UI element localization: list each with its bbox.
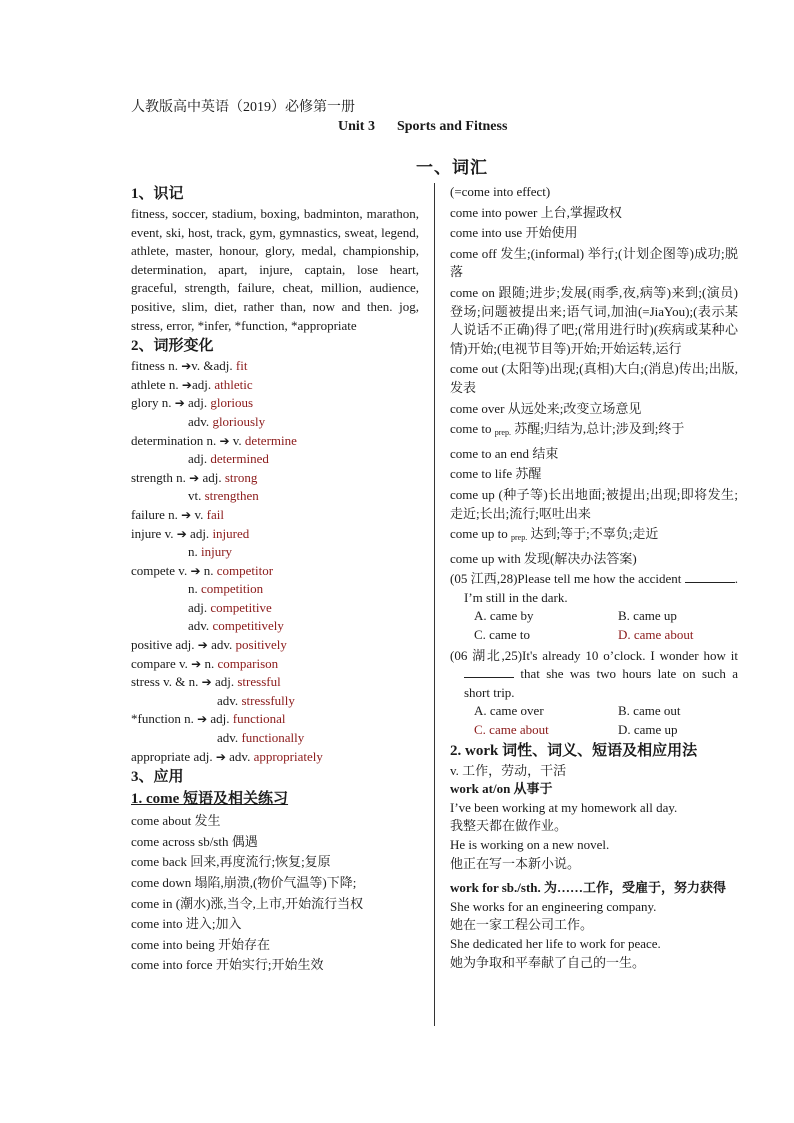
word-form-row: n. competition [188, 581, 264, 597]
phrase-item: come in (潮水)涨,当令,上市,开始流行当权 [131, 895, 364, 911]
unit-name: Sports and Fitness [396, 119, 508, 134]
example-en: He is working on a new novel. [450, 837, 610, 852]
word-form-row: fitness n. ➔v. &adj. fit [131, 358, 248, 374]
arrow-icon: ➔ [181, 359, 192, 374]
word-form-row: determination n. ➔ v. determine [131, 432, 297, 448]
phrase-item: come up to $_{prep.}$ 达到;等于;不辜负;走近 [450, 526, 659, 543]
arrow-icon: ➔ [176, 526, 187, 541]
vocab-list: fitness, soccer, stadium, boxing, badminton, marathon, event, ski, host, track, gym, gymnastics, sweat, legend, athlete, master, honour, glory, medal, championship, determination, apart, injure, captain, lose heart, graceful, strength, failure, cheat, million, audience, positive, slim, diet, rather than, now and then. jog, stress, error, *infer, *function, *appropriate [131, 206, 419, 333]
arrow-icon: ➔ [215, 749, 226, 764]
section-2-title: 2、词形变化 [131, 338, 214, 355]
arrow-icon: ➔ [189, 470, 200, 485]
example-en: She dedicated her life to work for peace. [450, 935, 661, 951]
phrase-item: come into 进入;加入 [131, 916, 242, 932]
word-form-row: adj. competitive [188, 599, 272, 615]
word-form-row: adv. functionally [217, 730, 305, 746]
word-form-row: injure v. ➔ adj. injured [131, 525, 250, 541]
word-form-row: failure n. ➔ v. fail [131, 506, 224, 522]
phrase-item: come down 塌陷,崩溃,(物价气温等)下降; [131, 875, 357, 890]
word-form-row: positive adj. ➔ adv. positively [131, 637, 287, 653]
section-3-title: 3、应用 [131, 769, 184, 786]
arrow-icon: ➔ [190, 563, 201, 578]
phrase-item: come into power 上台,掌握政权 [450, 204, 622, 220]
example-cn: 他正在写一本新小说。 [450, 855, 581, 871]
word-form-row: appropriate adj. ➔ adv. appropriately [131, 748, 323, 764]
option-answer: D. came about [618, 627, 694, 643]
work-section-title: 2. work 词性、词义、短语及相应用法 [450, 742, 698, 759]
phrase-item: come into force 开始实行;开始生效 [131, 957, 324, 973]
option: B. came up [618, 608, 677, 624]
word-form-row: athlete n. ➔adj. athletic [131, 376, 253, 392]
left-column [131, 183, 419, 977]
arrow-icon: ➔ [197, 638, 208, 653]
word-form-row: adj. determined [188, 451, 269, 467]
word-form-row: n. injury [188, 544, 233, 560]
word-form-row: *function n. ➔ adj. functional [131, 711, 286, 727]
unit-number: Unit 3 [338, 119, 375, 134]
example-en: She works for an engineering company. [450, 898, 657, 914]
phrase-item: come across sb/sth 偶遇 [131, 833, 258, 849]
phrase-item: come into being 开始存在 [131, 936, 271, 952]
arrow-icon: ➔ [197, 712, 208, 727]
example-en: I’ve been working at my homework all day. [450, 799, 678, 815]
work-at-on-title: work at/on 从事于 [450, 781, 553, 797]
phrase-item: come up with 发现(解决办法答案) [450, 550, 637, 566]
example-cn: 她在一家工程公司工作。 [450, 917, 594, 933]
phrase-item: come out (太阳等)出现;(真相)大白;(消息)传出;出版,发表 [450, 361, 739, 395]
arrow-icon: ➔ [181, 377, 192, 392]
option: B. came out [618, 703, 681, 719]
word-form-row: adv. stressfully [217, 692, 295, 708]
arrow-icon: ➔ [174, 396, 185, 411]
phrase-item: come up (种子等)长出地面;被提出;出现;即将发生;走近;长出;流行;呕吐出来 [450, 486, 739, 521]
come-phrases-title: 1. come 短语及相关练习 [131, 791, 289, 808]
word-form-row: compare v. ➔ n. comparison [131, 655, 279, 671]
word-form-row: vt. strengthen [188, 488, 259, 504]
phrase-item: come to $_{prep.}$ 苏醒;归结为,总计;涉及到;终于 [450, 421, 685, 438]
section-1-title: 1、识记 [131, 186, 184, 202]
arrow-icon: ➔ [201, 675, 212, 690]
work-definition: v. 工作，劳动，干活 [450, 762, 567, 778]
option: A. came by [474, 608, 534, 624]
unit-title [338, 119, 507, 135]
option-answer: C. came about [474, 722, 549, 738]
option: D. came up [618, 722, 678, 738]
phrase-item: come to life 苏醒 [450, 466, 542, 482]
answer-blank [464, 665, 514, 678]
example-cn: 我整天都在做作业。 [450, 818, 568, 834]
arrow-icon: ➔ [191, 656, 202, 671]
exercise-2: (06 湖北,25)It's already 10 o’clock. I wonder how it that she was two hours late on such a short trip. [450, 647, 738, 700]
word-form-row: compete v. ➔ n. competitor [131, 562, 274, 578]
book-title: 人教版高中英语（2019）必修第一册 [131, 100, 355, 115]
work-for-title: work for sb./sth. 为……工作，受雇于，努力获得 [450, 880, 727, 896]
column-divider [434, 183, 435, 1026]
section-title: 一、词汇 [416, 158, 488, 177]
right-column [450, 183, 738, 972]
arrow-icon: ➔ [219, 433, 230, 448]
phrase-item: come into use 开始使用 [450, 225, 578, 241]
word-form-row: glory n. ➔ adj. glorious [131, 395, 254, 411]
answer-blank [685, 570, 735, 583]
word-form-row: stress v. & n. ➔ adj. stressful [131, 674, 281, 690]
word-form-row: strength n. ➔ adj. strong [131, 469, 258, 485]
phrase-item: come on 跟随;进步;发展(雨季,夜,病等)来到;(演员)登场;问题被提出来;语气词,加油(=JiaYou);(表示某人说话不正确)得了吧;(常用进行时)(疾病或某种心情)开始;(电视节目等)开始;开始运转,运行 [450, 284, 739, 356]
phrase-item: come back 回来,再度流行;恢复;复原 [131, 854, 331, 870]
exercise-2-options [450, 702, 738, 739]
arrow-icon: ➔ [181, 507, 192, 522]
exercise-1: (05 江西,28)Please tell me how the accident . I’m still in the dark. [450, 571, 738, 605]
word-form-row: adv. gloriously [188, 413, 266, 429]
option: A. came over [474, 703, 544, 719]
option: C. came to [474, 627, 530, 643]
word-form-row: adv. competitively [188, 618, 284, 634]
phrase-item: come over 从远处来;改变立场意见 [450, 400, 642, 416]
exercise-1-options [450, 607, 738, 644]
phrase-continuation: (=come into effect) [450, 184, 551, 199]
phrase-list [131, 812, 419, 975]
phrase-item: come about 发生 [131, 813, 221, 829]
example-cn: 她为争取和平奉献了自己的一生。 [450, 954, 646, 970]
phrase-item: come off 发生;(informal) 举行;(计划企图等)成功;脱落 [450, 245, 739, 280]
phrase-item: come to an end 结束 [450, 445, 559, 461]
